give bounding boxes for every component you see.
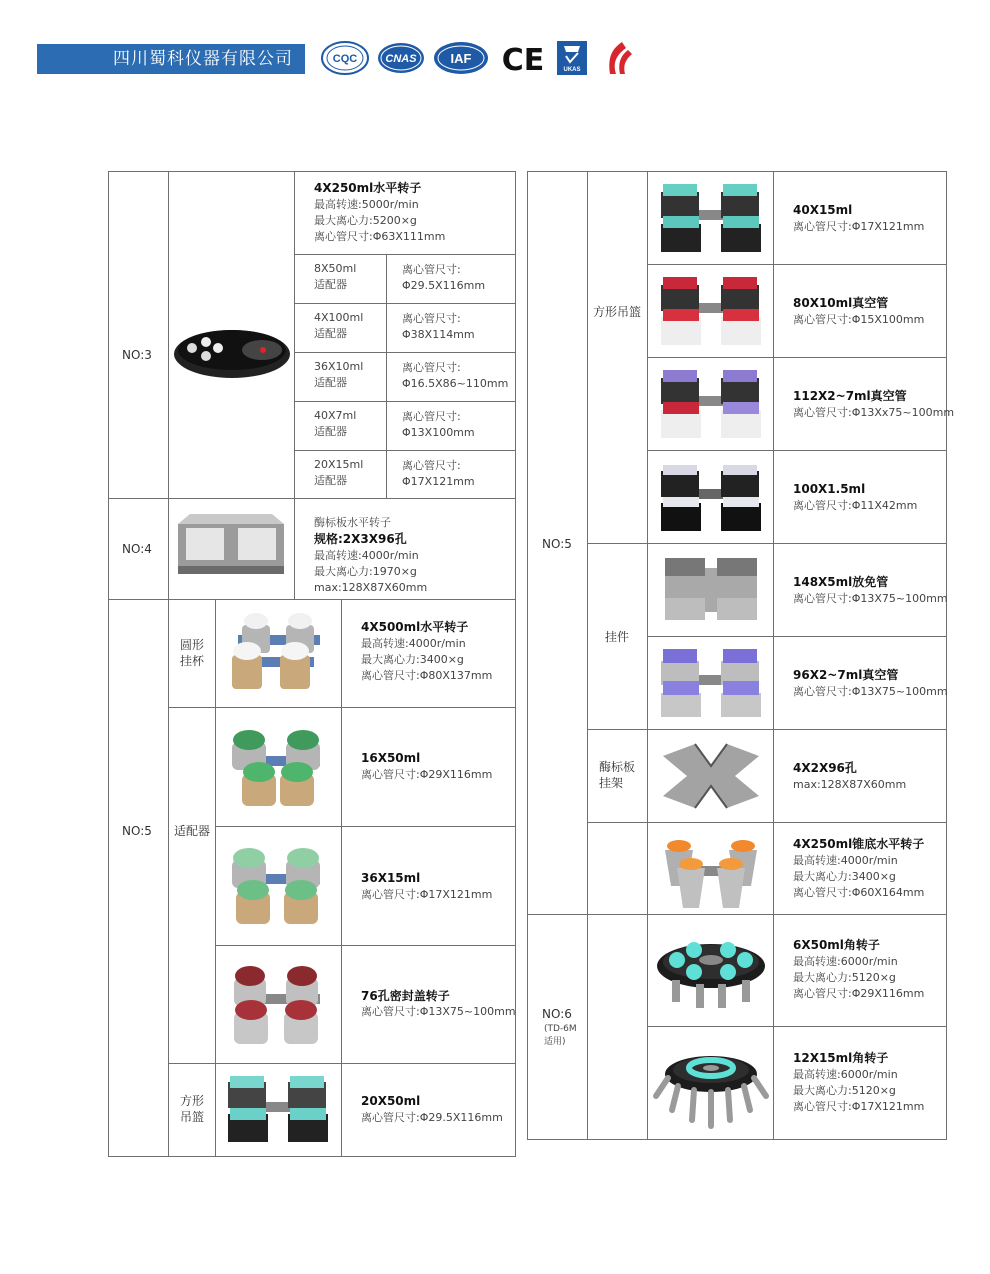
- no3-adapter-size-label: 离心管尺寸:: [402, 459, 461, 472]
- ce-logo-text: CE: [501, 43, 545, 76]
- no3-main-line2: 最大离心力:5200×g: [314, 214, 417, 227]
- no4-line2: 最大离心力:1970×g: [314, 565, 417, 578]
- square-basket-image: [222, 1068, 334, 1152]
- ukas-logo-text: UKAS: [563, 67, 581, 73]
- cqc-logo-icon: [320, 40, 370, 76]
- l5-title: 76孔密封盖转子: [361, 989, 450, 1003]
- basket-80x10-image: [655, 269, 767, 353]
- r5-line2: 最大离心力:3400×g: [793, 870, 896, 883]
- no6-blank-cell: [587, 914, 648, 1140]
- group-round-label: 圆形 挂杯: [180, 638, 205, 668]
- hang-148x5-image: [655, 548, 767, 632]
- cnas-logo-text: CNAS: [385, 53, 417, 65]
- no3-main-line3: 离心管尺寸:Φ63X111mm: [314, 230, 446, 243]
- group-square-basket-label: 方形吊篮: [593, 305, 642, 319]
- round-bucket-image: [224, 605, 334, 701]
- no3-adapter-size-label: 离心管尺寸:: [402, 361, 461, 374]
- cnas-logo-icon: [376, 40, 426, 76]
- sealed-rotor-76-image: [222, 958, 334, 1054]
- l5-title: 16X50ml: [361, 751, 421, 765]
- ce-logo-icon: [500, 40, 546, 76]
- group-hang-label: 挂件: [605, 630, 630, 644]
- no4-line1: 最高转速:4000r/min: [314, 549, 419, 562]
- r5-title: 40X15ml: [793, 203, 853, 217]
- no5-right-label: NO:5: [542, 537, 572, 551]
- no3-adapter-type: 适配器: [314, 376, 347, 389]
- no6-note1: (TD-6M: [544, 1024, 577, 1034]
- l5-title: 36X15ml: [361, 871, 421, 885]
- no3-adapter-name: 36X10ml: [314, 360, 364, 373]
- r5-title: 100X1.5ml: [793, 482, 866, 496]
- no3-adapter-size: Φ13X100mm: [402, 426, 475, 439]
- l5-line1: 离心管尺寸:Φ29X116mm: [361, 768, 493, 781]
- basket-40x15-image: [655, 176, 767, 260]
- r5-line1: 离心管尺寸:Φ13X75~100mm: [793, 592, 948, 605]
- no6-line1: 最高转速:6000r/min: [793, 955, 898, 968]
- r5-line1: 最高转速:4000r/min: [793, 854, 898, 867]
- group-plate-label: 酶标板 挂架: [599, 760, 636, 790]
- r5-line1: 离心管尺寸:Φ11X42mm: [793, 499, 918, 512]
- r5-line1: 离心管尺寸:Φ15X100mm: [793, 313, 925, 326]
- group-blank-cell: [587, 822, 648, 915]
- no3-label-cell: [108, 171, 169, 499]
- no6-label: NO:6: [542, 1007, 572, 1021]
- no4-label: NO:4: [122, 542, 152, 556]
- adapter-16x50-image: [222, 720, 334, 816]
- angle-rotor-6x50-image: [652, 922, 770, 1018]
- r5-title: 80X10ml真空管: [793, 296, 889, 310]
- group-square-basket-cell: [587, 171, 648, 544]
- adapter-36x15-image: [222, 838, 334, 934]
- r5-line1: max:128X87X60mm: [793, 778, 907, 791]
- no3-main-title: 4X250ml水平转子: [314, 181, 422, 195]
- no6-note2: 适用): [544, 1037, 566, 1047]
- ukas-logo-icon: [556, 40, 588, 76]
- basket-100x1-5-image: [655, 455, 767, 539]
- flame-logo-icon: [600, 40, 636, 76]
- r5-title: 4X250ml锥底水平转子: [793, 837, 925, 851]
- company-banner: [37, 44, 305, 74]
- no3-adapter-size-label: 离心管尺寸:: [402, 312, 461, 325]
- company-name: 四川蜀科仪器有限公司: [113, 49, 293, 69]
- no3-adapter-size: Φ38X114mm: [402, 328, 475, 341]
- l5-line1: 离心管尺寸:Φ13X75~100mm: [361, 1005, 516, 1018]
- r5-line1: 离心管尺寸:Φ17X121mm: [793, 220, 925, 233]
- group-adapter-cell: [168, 707, 216, 1064]
- no3-main-line1: 最高转速:5000r/min: [314, 198, 419, 211]
- no6-line3: 离心管尺寸:Φ29X116mm: [793, 987, 925, 1000]
- plate-rack-image: [655, 736, 767, 816]
- no6-title: 6X50ml角转子: [793, 938, 880, 952]
- iaf-logo-icon: [432, 40, 490, 76]
- no3-adapter-name: 4X100ml: [314, 311, 364, 324]
- no3-rotor-image: [172, 320, 292, 380]
- r5-line1: 离心管尺寸:Φ13Xx75~100mm: [793, 406, 955, 419]
- no5-left-label-cell: [108, 599, 169, 1157]
- l5-line1: 最高转速:4000r/min: [361, 637, 466, 650]
- no4-line0: 酶标板水平转子: [314, 516, 391, 529]
- no3-adapter-name: 20X15ml: [314, 458, 364, 471]
- no4-title: 规格:2X3X96孔: [314, 532, 407, 546]
- no3-adapter-size-label: 离心管尺寸:: [402, 410, 461, 423]
- no5-left-label: NO:5: [122, 824, 152, 838]
- no4-line3: max:128X87X60mm: [314, 581, 428, 594]
- no3-adapter-type: 适配器: [314, 278, 347, 291]
- no3-adapter-size-label: 离心管尺寸:: [402, 263, 461, 276]
- no3-adapter-type: 适配器: [314, 327, 347, 340]
- l5-line2: 最大离心力:3400×g: [361, 653, 464, 666]
- no4-plate-rotor-image: [172, 510, 290, 580]
- no3-adapter-size: Φ17X121mm: [402, 475, 475, 488]
- iaf-logo-text: IAF: [450, 51, 472, 66]
- conical-rotor-image: [655, 826, 767, 912]
- l5-title: 20X50ml: [361, 1094, 421, 1108]
- group-adapter-label: 适配器: [174, 824, 211, 838]
- no6-line2: 最大离心力:5120×g: [793, 971, 896, 984]
- l5-line1: 离心管尺寸:Φ29.5X116mm: [361, 1111, 503, 1124]
- no6-line2: 最大离心力:5120×g: [793, 1084, 896, 1097]
- no3-label: NO:3: [122, 348, 152, 362]
- r5-title: 148X5ml放免管: [793, 575, 889, 589]
- no3-adapter-type: 适配器: [314, 425, 347, 438]
- cqc-logo-text: CQC: [332, 53, 358, 65]
- no3-adapter-name: 40X7ml: [314, 409, 357, 422]
- r5-line1: 离心管尺寸:Φ13X75~100mm: [793, 685, 948, 698]
- no3-adapter-name: 8X50ml: [314, 262, 357, 275]
- no3-adapter-size: Φ16.5X86~110mm: [402, 377, 509, 390]
- angle-rotor-12x15-image: [650, 1034, 772, 1134]
- r5-title: 4X2X96孔: [793, 761, 857, 775]
- hang-96x2-7-image: [655, 641, 767, 725]
- no6-title: 12X15ml角转子: [793, 1051, 889, 1065]
- r5-title: 96X2~7ml真空管: [793, 668, 899, 682]
- l5-line3: 离心管尺寸:Φ80X137mm: [361, 669, 493, 682]
- no3-adapter-size: Φ29.5X116mm: [402, 279, 486, 292]
- r5-title: 112X2~7ml真空管: [793, 389, 907, 403]
- r5-line3: 离心管尺寸:Φ60X164mm: [793, 886, 925, 899]
- group-square-label: 方形 吊篮: [180, 1094, 205, 1124]
- no3-adapter-type: 适配器: [314, 474, 347, 487]
- l5-line1: 离心管尺寸:Φ17X121mm: [361, 888, 493, 901]
- no6-line3: 离心管尺寸:Φ17X121mm: [793, 1100, 925, 1113]
- l5-title: 4X500ml水平转子: [361, 620, 469, 634]
- basket-112x2-7-image: [655, 362, 767, 446]
- no6-line1: 最高转速:6000r/min: [793, 1068, 898, 1081]
